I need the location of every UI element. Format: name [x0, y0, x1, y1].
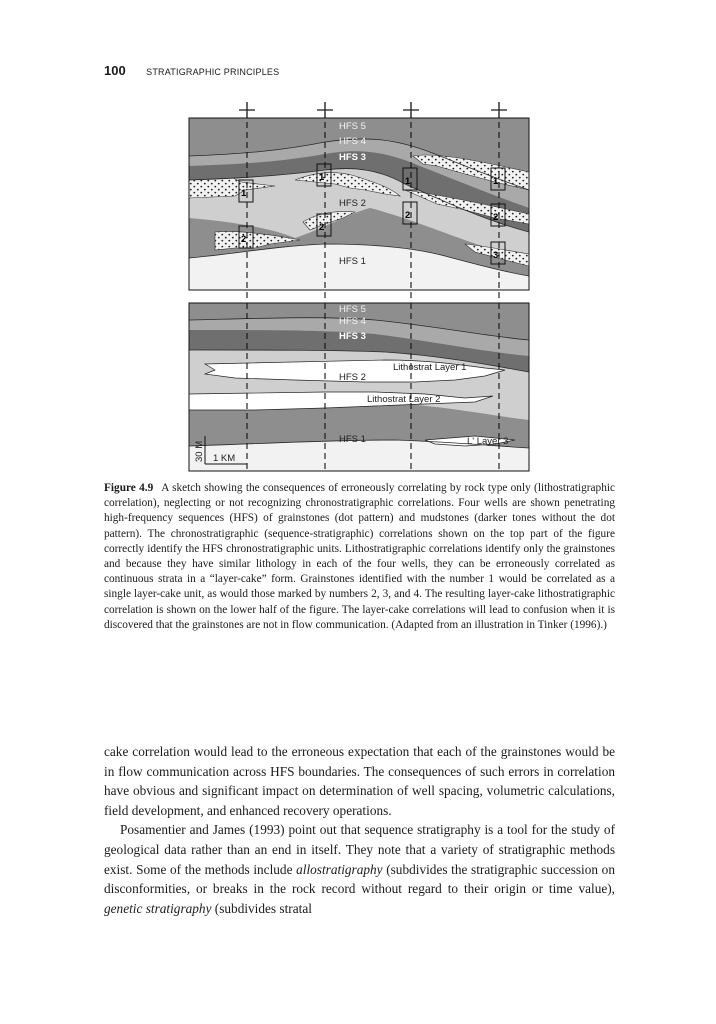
box-label-well-2-1: 1 — [319, 172, 325, 183]
figure-4-9 — [175, 98, 535, 478]
well-symbols — [239, 102, 507, 118]
paragraph-1: cake correlation would lead to the erroneous expectation that each of the grainstones would be in flow communication across HFS boundaries. The consequences of such errors in correlation have obvious and significant impact on determination of well spacing, volumetric calculations, field development, and enhanced recovery operations. — [104, 744, 615, 818]
lithostrat-layer-3-label: L' Layer 3 — [467, 436, 509, 447]
scale-vertical-label: 30 M — [194, 440, 205, 462]
lithostrat-layer-1-label: Lithostrat Layer 1 — [393, 362, 467, 373]
paragraph-2 — [104, 820, 615, 918]
bottom-hfs3-label: HFS 3 — [339, 331, 366, 342]
lithostrat-layer-2-label: Lithostrat Layer 2 — [367, 394, 441, 405]
paragraph-2-part-b: (subdivides the stratigraphic succession on disconformities, or breaks in the rock record without regard to their origin or time value), — [104, 861, 615, 897]
genetic-stratigraphy-term: genetic stratigraphy — [104, 900, 212, 916]
top-hfs5-label: HFS 5 — [339, 121, 366, 132]
box-label-well-4-2: 2 — [493, 212, 499, 223]
page-number: 100 — [104, 63, 126, 78]
bottom-hfs2-label: HFS 2 — [339, 372, 366, 383]
box-label-well-2-2: 2 — [319, 222, 325, 233]
box-label-well-4-1: 1 — [493, 176, 499, 187]
paragraph-2-part-a: Posamentier and James (1993) point out that sequence stratigraphy is a tool for the study of geological data rather than an end in itself. They note that a variety of stratigraphic methods exist. Some of the methods include — [104, 822, 615, 877]
paragraph-2-part-c: (subdivides stratal — [211, 900, 312, 916]
box-label-well-3-1: 1 — [405, 176, 411, 187]
scale-horizontal-label: 1 KM — [213, 453, 236, 464]
top-hfs4-label: HFS 4 — [339, 136, 366, 147]
caption-text: A sketch showing the consequences of erroneously correlating by rock type only (lithostratigraphic correlation), neglecting or not recognizing chronostratigraphic correlations. Four wells are shown penetrating high-frequency sequences (HFS) of grainstones (dot pattern) and mudstones (darker tones without the dot pattern). The chronostratigraphic (sequence-stratigraphic) correlations shown on the top part of the figure correctly identify the HFS chronostratigraphic units. Lithostratigraphic correlations identify only the grainstones and because they have similar lithology in each of the four wells, they can be erroneously correlated as continuous strata in a “layer-cake” form. Grainstones identified with the number 1 would be correlated as a single layer-cake unit, as would those marked by numbers 2, 3, and 4. The resulting layer-cake lithostratigraphic correlation is shown on the lower half of the figure. The layer-cake correlations will lead to confusion when it is discovered that the grainstones are not in flow communication. (Adapted from an illustration in Tinker (1996).) — [104, 482, 615, 631]
box-label-well-3-2: 2 — [405, 210, 411, 221]
top-hfs3-label: HFS 3 — [339, 152, 366, 163]
box-label-well-1-1: 1 — [241, 188, 247, 199]
box-label-well-1-2: 2 — [241, 234, 247, 245]
box-label-well-4-3: 3 — [493, 250, 499, 261]
running-head: STRATIGRAPHIC PRINCIPLES — [146, 67, 280, 77]
top-hfs1-label: HFS 1 — [339, 256, 366, 267]
figure-caption — [104, 481, 615, 633]
bottom-hfs4-label: HFS 4 — [339, 316, 366, 327]
bottom-panel — [189, 303, 529, 478]
top-hfs2-label: HFS 2 — [339, 198, 366, 209]
body-text — [104, 742, 615, 918]
page-header — [104, 62, 279, 80]
bottom-hfs1-label: HFS 1 — [339, 434, 366, 445]
allostratigraphy-term: allostratigraphy — [296, 861, 383, 877]
caption-label: Figure 4.9 — [104, 482, 154, 494]
bottom-hfs5-label: HFS 5 — [339, 304, 366, 315]
